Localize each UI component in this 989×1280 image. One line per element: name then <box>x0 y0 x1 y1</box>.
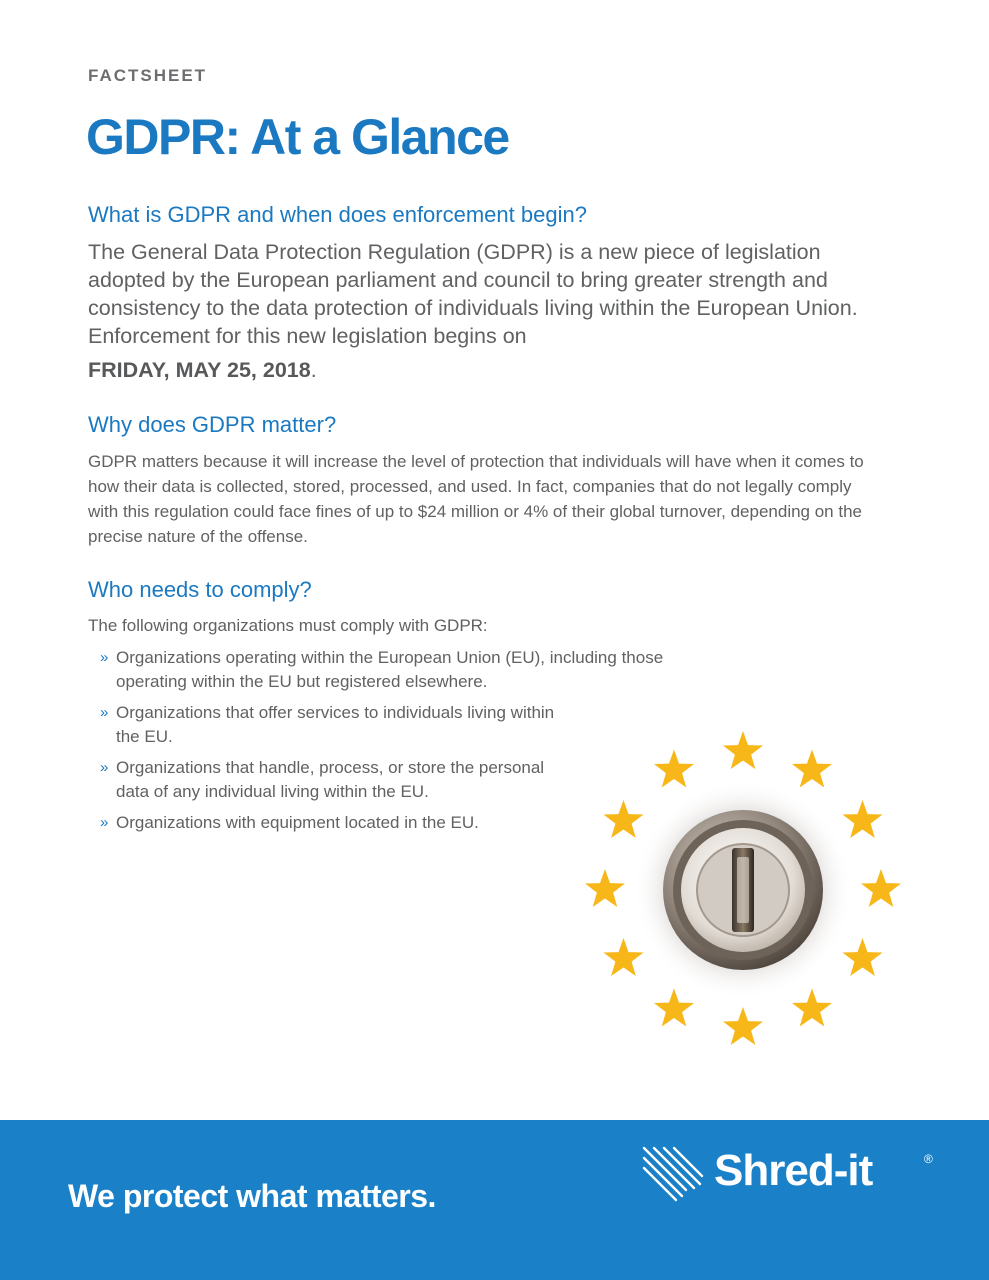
star-icon <box>585 869 625 907</box>
section-body-why: GDPR matters because it will increase the level of protection that individuals will have when it comes to how their data is collected, stored, processed, and used. In fact, companies that do not legally comply with this regulation could face fines of up to $24 million or 4% of their global turnover, depending on the precise nature of the offense. <box>88 452 864 546</box>
section-intro-who: The following organizations must comply with GDPR: <box>88 616 488 635</box>
logo-text: Shred-it <box>714 1146 873 1195</box>
list-item: » Organizations that handle, process, or store the personal data of any individual living within the EU. <box>100 758 545 801</box>
date-suffix: . <box>310 358 317 382</box>
star-icon <box>604 800 644 838</box>
page-title: GDPR: At a Glance <box>86 109 509 165</box>
star-icon <box>792 989 832 1027</box>
eu-stars-keyhole-icon <box>575 725 915 1065</box>
star-icon <box>604 938 644 976</box>
footer-banner <box>0 1120 989 1280</box>
chevron-right-icon: » <box>100 759 109 776</box>
star-icon <box>861 869 901 907</box>
star-icon <box>792 750 832 788</box>
chevron-right-icon: » <box>100 649 109 666</box>
section-body-what <box>88 238 878 384</box>
shred-lines-icon <box>640 1142 706 1208</box>
chevron-right-icon: » <box>100 704 109 721</box>
footer-tagline: We protect what matters. <box>68 1178 436 1214</box>
star-icon <box>843 800 883 838</box>
list-item: » Organizations that offer services to individuals living within the EU. <box>100 703 555 746</box>
section-heading-who: Who needs to comply? <box>88 577 312 602</box>
star-icon <box>723 731 763 769</box>
enforcement-date: FRIDAY, MAY 25, 2018 <box>88 358 311 382</box>
shred-it-logo <box>640 1142 940 1212</box>
section-heading-what: What is GDPR and when does enforcement begin? <box>88 202 587 227</box>
registered-mark: ® <box>924 1152 933 1166</box>
chevron-right-icon: » <box>100 814 109 831</box>
what-body-text: The General Data Protection Regulation (GDPR) is a new piece of legislation adopted by the European parliament and council to bring greater strength and consistency to the data protection of individuals living within the European Union. Enforcement for this new legislation begins on <box>88 240 858 348</box>
star-icon <box>723 1007 763 1045</box>
star-icon <box>843 938 883 976</box>
list-item: » Organizations with equipment located in the EU. <box>100 811 576 835</box>
list-item: » Organizations operating within the European Union (EU), including those operating within the EU but registered elsewhere. <box>100 648 664 691</box>
keyhole-highlight <box>737 857 749 923</box>
star-icon <box>654 989 694 1027</box>
star-icon <box>654 750 694 788</box>
section-heading-why: Why does GDPR matter? <box>88 412 337 437</box>
factsheet-label: FACTSHEET <box>88 66 208 85</box>
